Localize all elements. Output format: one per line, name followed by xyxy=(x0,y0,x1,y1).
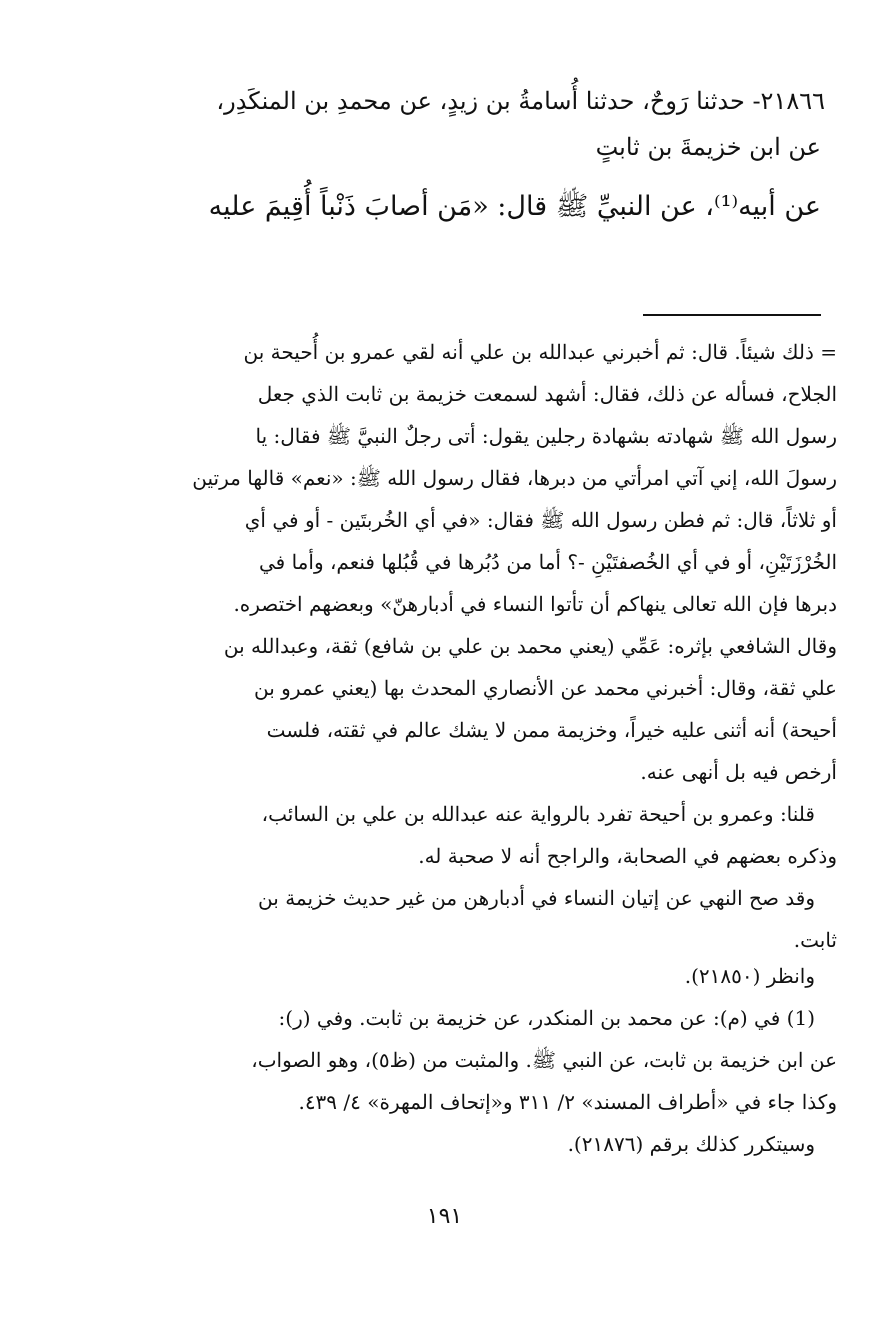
footnote-line: أو ثلاثاً، قال: ثم فطن رسول الله ﷺ فقال: «في أي الخُربتَين - أو في أي xyxy=(244,508,837,532)
footnote-1-line: (1) في (م): عن محمد بن المنكدر، عن خزيمة بن ثابت. وفي (ر): xyxy=(278,1006,815,1030)
page-number: ١٩١ xyxy=(426,1204,463,1229)
footnote-line: الخُرْزَتَيْنِ، أو في أي الخُصفتَيْنِ -؟ أما من دُبُرها في قُبُلها فنعم، وأما في xyxy=(259,550,837,574)
footnote-line: ثابت. xyxy=(793,928,837,952)
footnote-line: رسولَ الله، إني آتي امرأتي من دبرها، فقال رسول الله ﷺ: «نعم» قالها مرتين xyxy=(192,466,837,490)
hadith-line-2: عن ابن خزيمةَ بن ثابتٍ xyxy=(595,133,821,161)
footnote-separator xyxy=(643,314,821,316)
footnote-line: علي ثقة، وقال: أخبرني محمد عن الأنصاري المحدث بها (يعني عمرو بن xyxy=(254,676,837,700)
footnote-line: = ذلك شيئاً. قال: ثم أخبرني عبدالله بن علي أنه لقي عمرو بن أُحيحة بن xyxy=(243,340,837,364)
footnote-line: دبرها فإن الله تعالى ينهاكم أن تأتوا النساء في أدبارهنّ» وبعضهم اختصره. xyxy=(233,592,837,616)
footnote-line: أحيحة) أنه أثنى عليه خيراً، وخزيمة ممن لا يشك عالم في ثقته، فلست xyxy=(266,718,837,742)
footnote-line: قلنا: وعمرو بن أحيحة تفرد بالرواية عنه عبدالله بن علي بن السائب، xyxy=(261,802,815,826)
footnote-line: رسول الله ﷺ شهادته بشهادة رجلين يقول: أتى رجلٌ النبيَّ ﷺ فقال: يا xyxy=(255,424,837,448)
footnote-1-line: وسيتكرر كذلك برقم (٢١٨٧٦). xyxy=(567,1132,815,1156)
footnote-line: أرخص فيه بل أنهى عنه. xyxy=(640,760,837,784)
footnote-line: وقد صح النهي عن إتيان النساء في أدبارهن من غير حديث خزيمة بن xyxy=(258,886,815,910)
footnote-line: وذكره بعضهم في الصحابة، والراجح أنه لا صحبة له. xyxy=(418,844,837,868)
footnote-1-line: عن ابن خزيمة بن ثابت، عن النبي ﷺ. والمثبت من (ظ٥)، وهو الصواب، xyxy=(251,1048,837,1072)
hadith-line-3: عن أبيه⁽¹⁾، عن النبيِّ ﷺ قال: «مَن أصابَ ذَنْباً أُقِيمَ عليه xyxy=(208,191,821,222)
hadith-line-1: ٢١٨٦٦- حدثنا رَوحٌ، حدثنا أُسامةُ بن زيدٍ، عن محمدِ بن المنكَدِر، xyxy=(216,87,825,115)
footnote-line: الجلاح، فسأله عن ذلك، فقال: أشهد لسمعت خزيمة بن ثابت الذي جعل xyxy=(257,382,837,406)
footnote-line: وانظر (٢١٨٥٠). xyxy=(684,964,815,988)
footnote-line: وقال الشافعي بإثره: عَمِّي (يعني محمد بن علي بن شافع) ثقة، وعبدالله بن xyxy=(223,634,837,658)
footnote-1-line: وكذا جاء في «أطراف المسند» ٢/ ٣١١ و«إتحاف المهرة» ٤/ ٤٣٩. xyxy=(298,1090,837,1114)
